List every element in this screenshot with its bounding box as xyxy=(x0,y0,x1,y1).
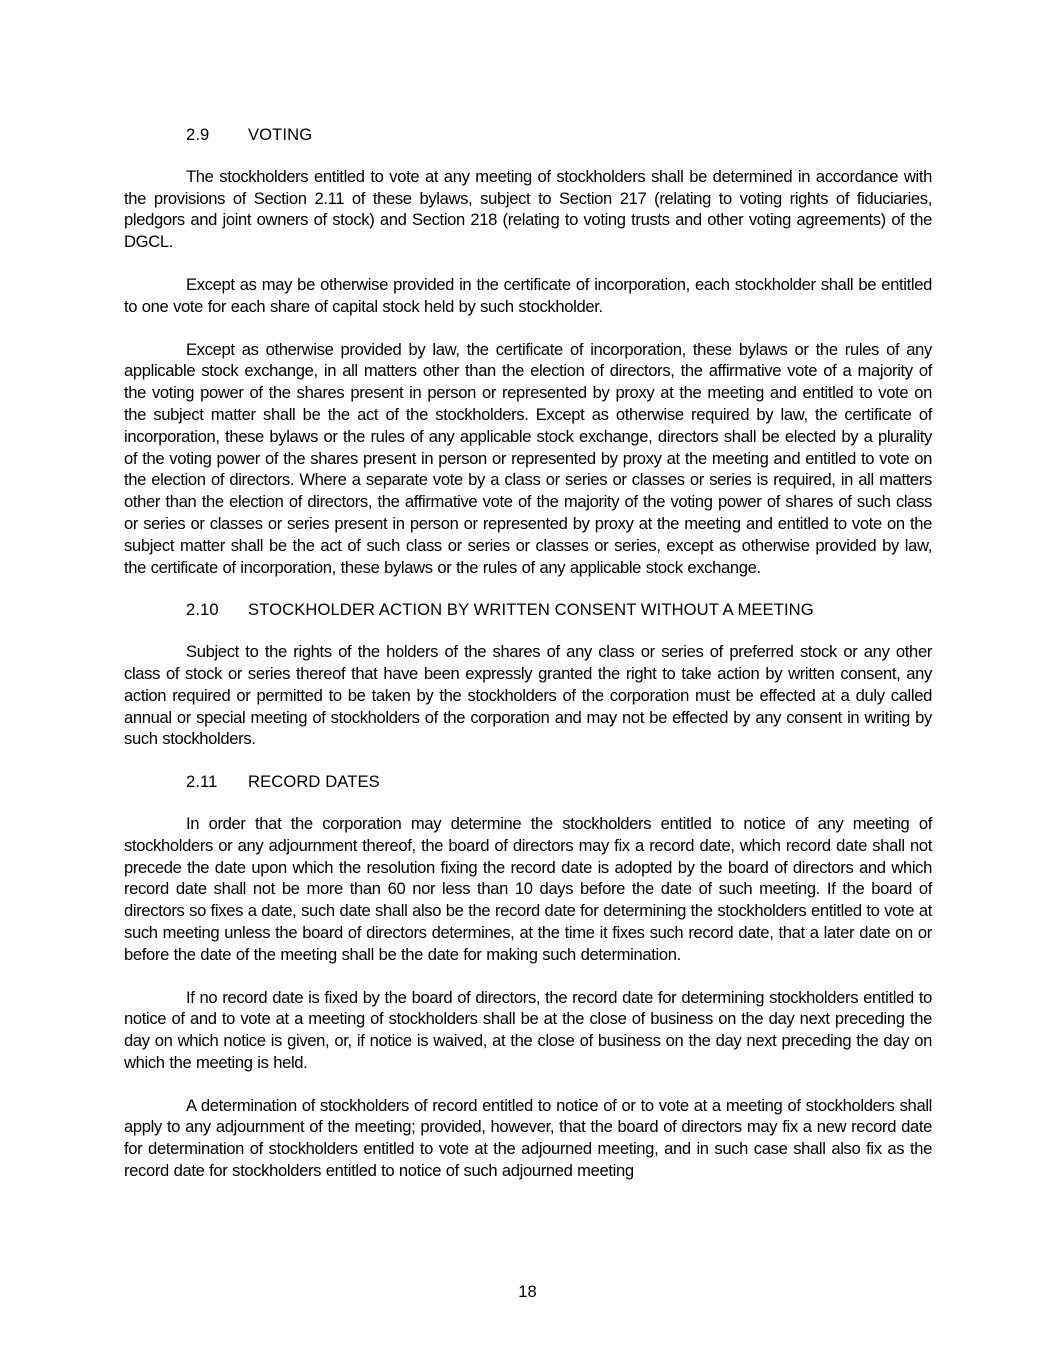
paragraph: Subject to the rights of the holders of the shares of any class or series of preferred stock or any other class of stock or series thereof that have been expressly granted the right to take action by written consent, any action required or permitted to be taken by the stockholders of the corporation must be effected at a duly called annual or special meeting of stockholders of the corporation and may not be effected by any consent in writing by such stockholders. xyxy=(124,642,932,749)
section-title: VOTING xyxy=(248,125,313,144)
section-number: 2.9 xyxy=(186,125,210,144)
paragraph: A determination of stockholders of record entitled to notice of or to vote at a meeting of stockholders shall apply to any adjournment of the meeting; provided, however, that the board of directors may fix a new record date for determination of stockholders entitled to vote at the adjourned meeting, and in such case shall also fix as the record date for stockholders entitled to notice of such adjourned meeting xyxy=(124,1095,932,1181)
section-heading-2-11 xyxy=(186,771,932,793)
paragraph: If no record date is fixed by the board of directors, the record date for determining stockholders entitled to notice of and to vote at a meeting of stockholders shall be at the close of business on the day next preceding the day on which notice is given, or, if notice is waived, at the close of business on the day next preceding the day on which the meeting is held. xyxy=(124,987,932,1072)
paragraph: Except as otherwise provided by law, the certificate of incorporation, these bylaws or the rules of any applicable stock exchange, in all matters other than the election of directors, the affirmative vote of a majority of the voting power of the shares present in person or represented by proxy at the meeting and entitled to vote on the subject matter shall be the act of the stockholders. Except as otherwise required by law, the certificate of incorporation, these bylaws or the rules of any applicable stock exchange, directors shall be elected by a plurality of the voting power of the shares present in person or represented by proxy at the meeting and entitled to vote on the election of directors. Where a separate vote by a class or series or classes or series is required, in all matters other than the election of directors, the affirmative vote of the majority of the voting power of shares of such class or series or classes or series present in person or represented by proxy at the meeting and entitled to vote on the subject matter shall be the act of such class or series or classes or series, except as otherwise provided by law, the certificate of incorporation, these bylaws or the rules of any applicable stock exchange. xyxy=(124,339,932,577)
section-number: 2.11 xyxy=(186,772,218,792)
section-title: STOCKHOLDER ACTION BY WRITTEN CONSENT WITHOUT A MEETING xyxy=(248,600,814,620)
section-heading-2-10 xyxy=(186,599,932,621)
document-page xyxy=(124,124,932,1182)
section-number: 2.10 xyxy=(186,600,219,620)
paragraph: The stockholders entitled to vote at any meeting of stockholders shall be determined in accordance with the provisions of Section 2.11 of these bylaws, subject to Section 217 (relating to voting rights of fiduciaries, pledgors and joint owners of stock) and Section 218 (relating to voting trusts and other voting agreements) of the DGCL. xyxy=(124,166,932,252)
section-title: RECORD DATES xyxy=(248,772,380,792)
paragraph: Except as may be otherwise provided in the certificate of incorporation, each stockholder shall be entitled to one vote for each share of capital stock held by such stockholder. xyxy=(124,274,932,316)
section-heading-2-9 xyxy=(186,124,932,146)
page-number: 18 xyxy=(518,1282,537,1301)
paragraph: In order that the corporation may determine the stockholders entitled to notice of any meeting of stockholders or any adjournment thereof, the board of directors may fix a record date, which record date shall not precede the date upon which the resolution fixing the record date is adopted by the board of directors and which record date shall not be more than 60 nor less than 10 days before the date of such meeting. If the board of directors so fixes a date, such date shall also be the record date for determining the stockholders entitled to vote at such meeting unless the board of directors determines, at the time it fixes such record date, that a later date on or before the date of the meeting shall be the date for making such determination. xyxy=(124,813,932,964)
